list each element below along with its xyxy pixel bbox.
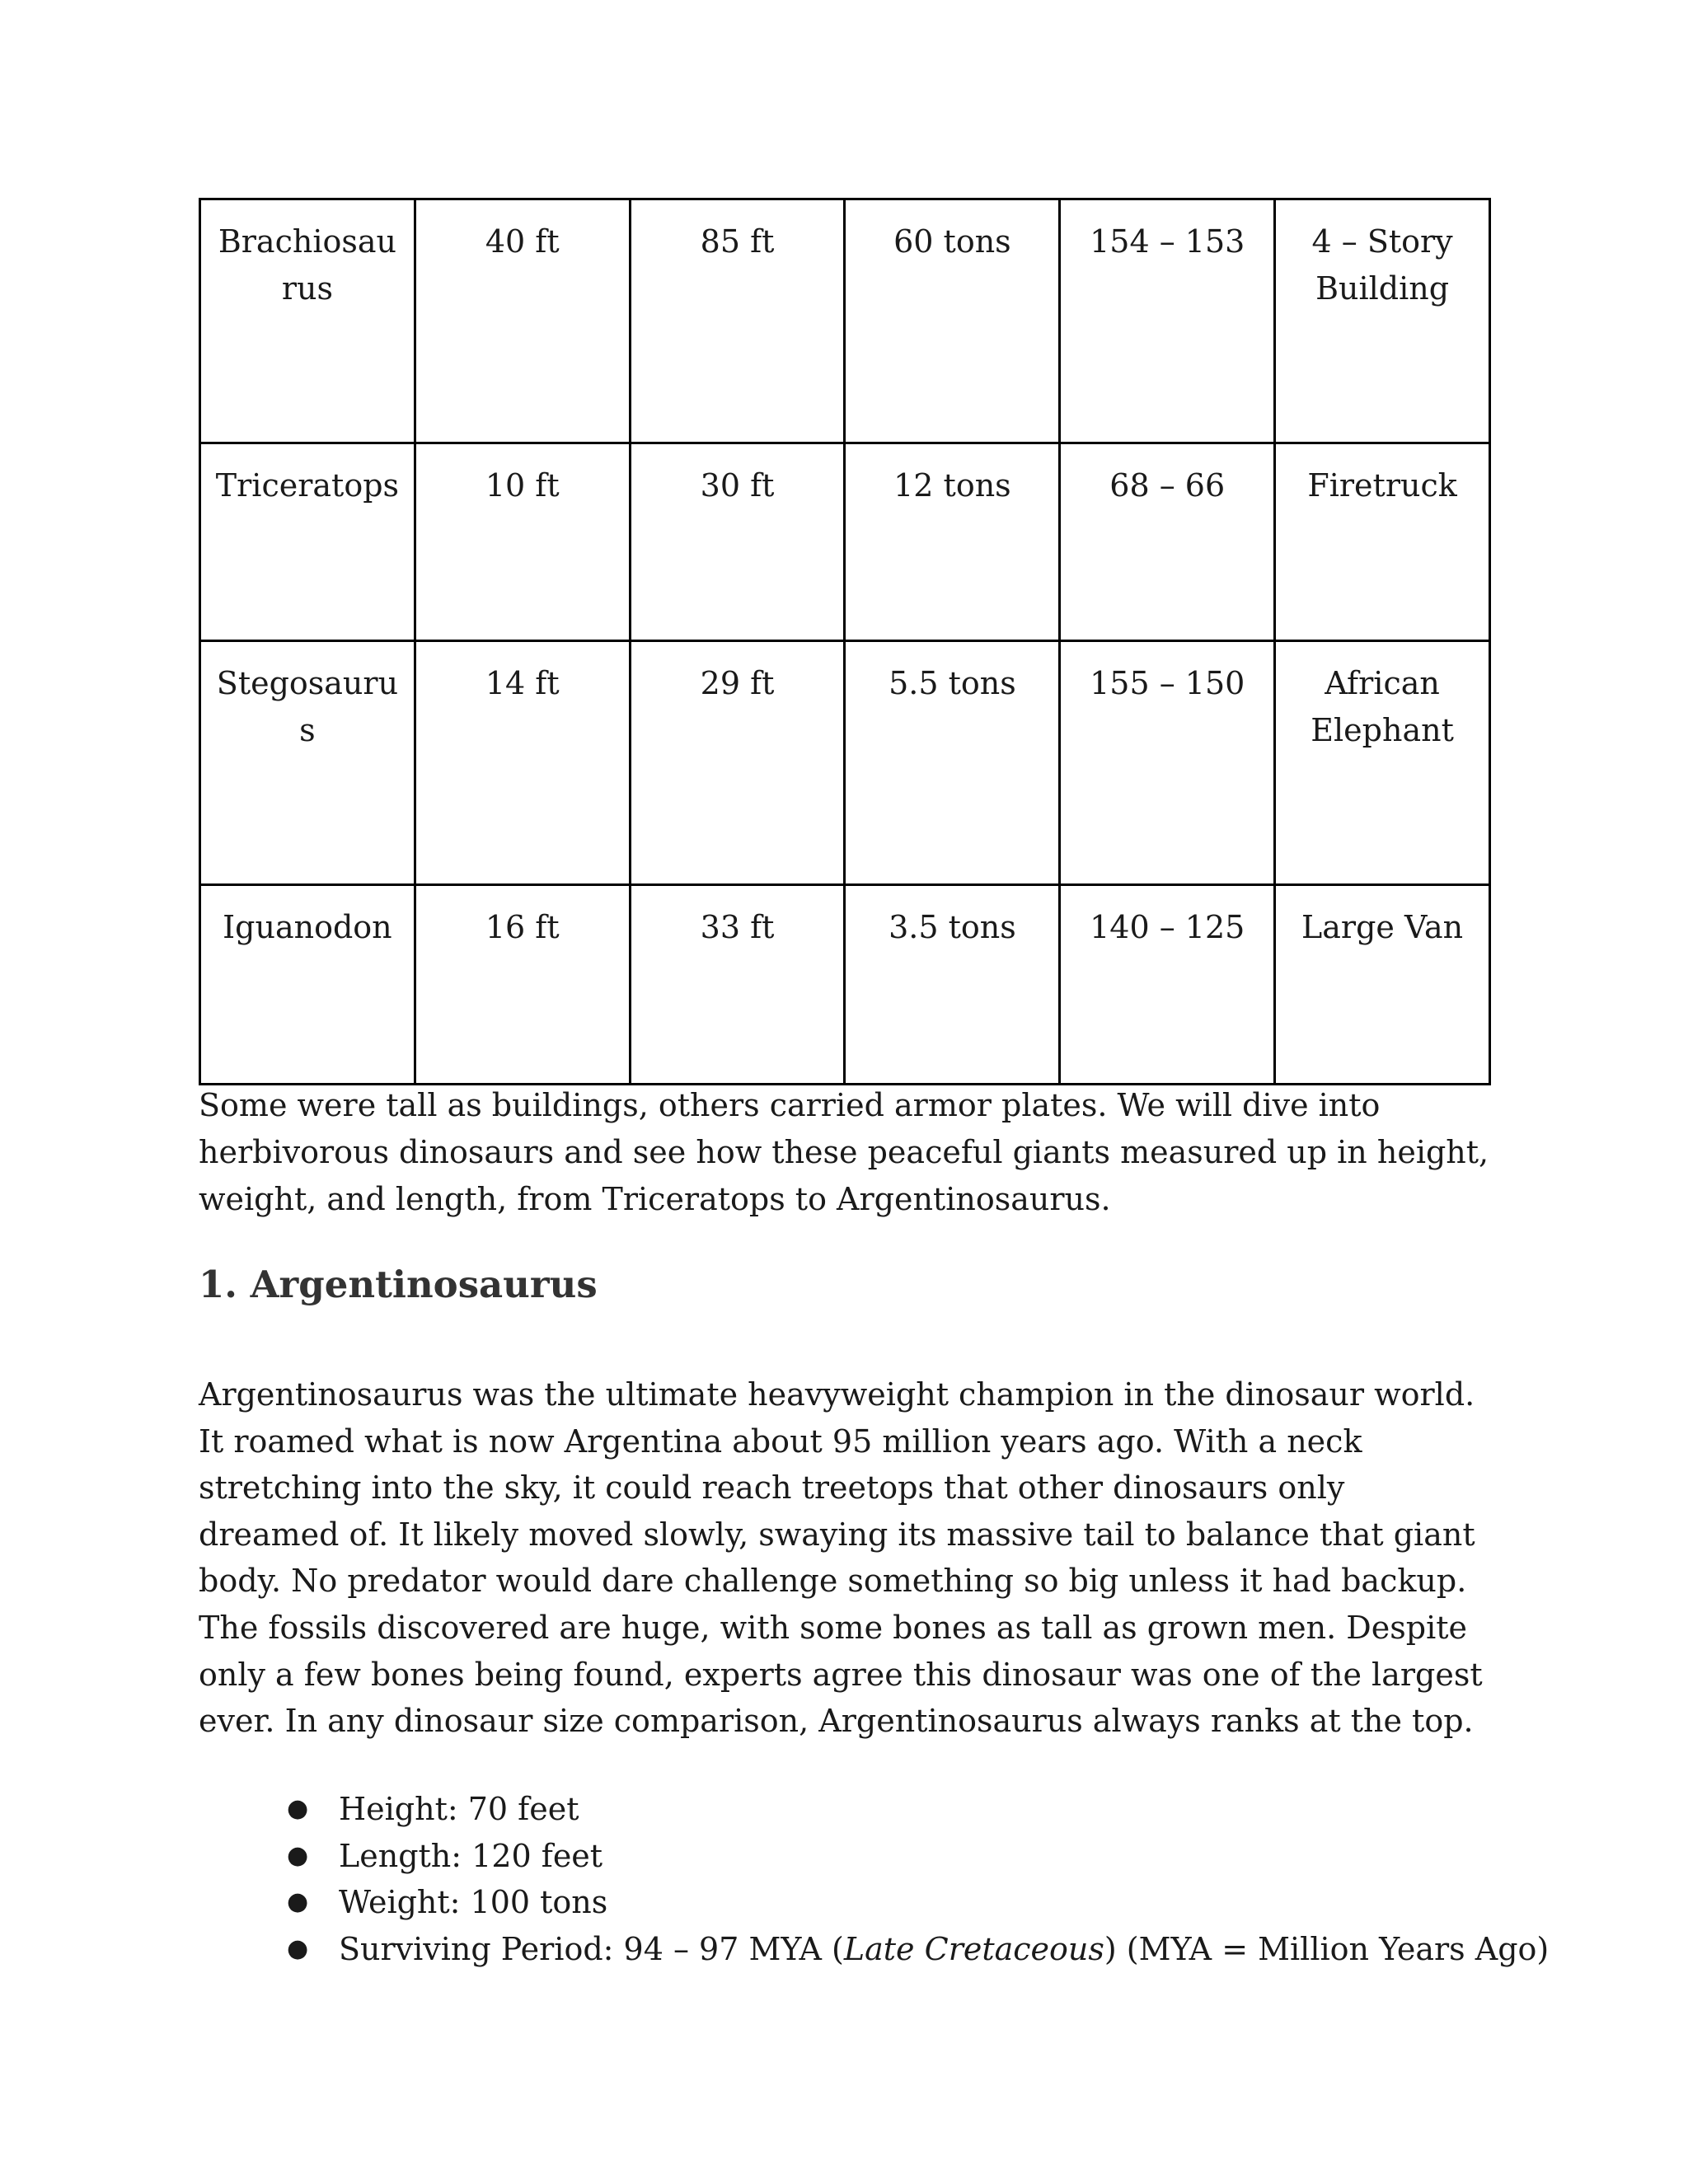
fact-period-suffix: ) (MYA = Million Years Ago) (1104, 1930, 1550, 1967)
list-item (199, 1786, 1493, 1833)
fact-weight: Weight: 100 tons (339, 1884, 608, 1920)
table-cell: 155 – 150 (1060, 641, 1275, 885)
fact-height: Height: 70 feet (339, 1791, 579, 1827)
fact-period-prefix: Surviving Period: 94 – 97 MYA ( (339, 1930, 844, 1967)
list-item (199, 1833, 1493, 1880)
table-cell: Large Van (1275, 885, 1490, 1085)
fact-period-era: Late Cretaceous (843, 1930, 1104, 1967)
table-cell: 33 ft (630, 885, 845, 1085)
table-row (200, 443, 1490, 641)
facts-list (199, 1786, 1550, 1972)
table-cell: 16 ft (415, 885, 630, 1085)
table-cell: 154 – 153 (1060, 199, 1275, 443)
table-row (200, 641, 1490, 885)
table-cell: 30 ft (630, 443, 845, 641)
dinosaur-size-table (199, 198, 1491, 1085)
table-cell: Stegosaurus (200, 641, 415, 885)
table-cell: 60 tons (845, 199, 1060, 443)
table-cell: African Elephant (1275, 641, 1490, 885)
bullet-icon: ● (287, 1840, 309, 1870)
table-row (200, 885, 1490, 1085)
table-cell: 85 ft (630, 199, 845, 443)
list-item (199, 1926, 1550, 1973)
list-item (199, 1879, 1493, 1926)
table-cell: 14 ft (415, 641, 630, 885)
intro-paragraph: Some were tall as buildings, others carried armor plates. We will dive into herbivorous dinosaurs and see how these peaceful giants measured up in height, weight, and length, from Triceratops to Argentinosaurus. (199, 1087, 1489, 1217)
table-cell: 68 – 66 (1060, 443, 1275, 641)
bullet-icon: ● (287, 1933, 309, 1963)
table-cell: 4 – Story Building (1275, 199, 1490, 443)
table-cell: 12 tons (845, 443, 1060, 641)
table-cell: 40 ft (415, 199, 630, 443)
table-cell: 5.5 tons (845, 641, 1060, 885)
section-heading: 1. Argentinosaurus (199, 1263, 598, 1306)
bullet-icon: ● (287, 1794, 309, 1823)
table-cell: Firetruck (1275, 443, 1490, 641)
body-paragraph: Argentinosaurus was the ultimate heavyweight champion in the dinosaur world. It roamed what is now Argentina about 95 million years ago. With a neck stretching into the sky, it could reach treetops that other dinosaurs only dreamed of. It likely moved slowly, swaying its massive tail to balance that giant body. No predator would dare challenge something so big unless it had backup. The fossils discovered are huge, with some bones as tall as grown men. Despite only a few bones being found, experts agree this dinosaur was one of the largest ever. In any dinosaur size comparison, Argentinosaurus always ranks at the top. (199, 1376, 1483, 1740)
table-cell: Triceratops (200, 443, 415, 641)
table-cell: 10 ft (415, 443, 630, 641)
table-cell: 140 – 125 (1060, 885, 1275, 1085)
fact-length: Length: 120 feet (339, 1837, 603, 1874)
table-cell: Iguanodon (200, 885, 415, 1085)
table-cell: 29 ft (630, 641, 845, 885)
table-row (200, 199, 1490, 443)
bullet-icon: ● (287, 1887, 309, 1916)
table-cell: 3.5 tons (845, 885, 1060, 1085)
table-cell: Brachiosaurus (200, 199, 415, 443)
